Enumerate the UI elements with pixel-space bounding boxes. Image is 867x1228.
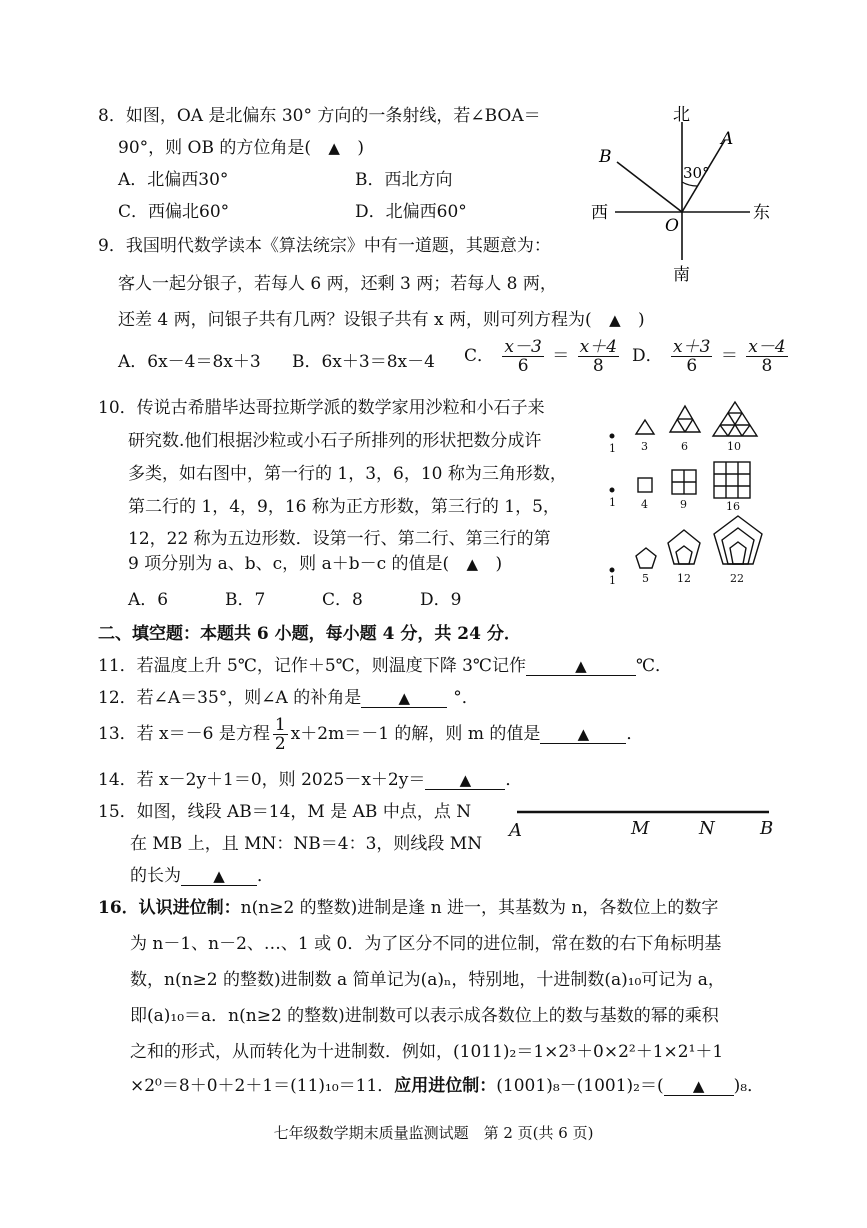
fig-row1-6: 6 — [681, 440, 688, 453]
q16-line6 — [130, 1076, 764, 1096]
q8-option-d: D．北偏西60° — [355, 202, 467, 222]
q16-line1 — [98, 898, 718, 918]
answer-mark: ▲ — [328, 139, 340, 157]
q16-answer-blank[interactable] — [664, 1077, 734, 1096]
q8-option-a: A．北偏西30° — [118, 170, 229, 190]
q14-answer-blank[interactable] — [425, 771, 505, 790]
page-footer: 七年级数学期末质量监测试题 第 2 页(共 6 页) — [273, 1124, 594, 1142]
q11 — [98, 656, 672, 676]
fig-row1-3: 3 — [641, 440, 648, 453]
compass-south: 南 — [673, 265, 690, 285]
q9-paren-close: ) — [638, 310, 645, 330]
q9-option-d-label: D． — [632, 346, 663, 366]
q13 — [98, 716, 643, 753]
q16-title: 16．认识进位制： — [98, 898, 241, 918]
q12-stem: 12．若∠A＝35°，则∠A 的补角是 — [98, 688, 362, 708]
q15-line2: 在 MB 上，且 MN：NB＝4：3，则线段 MN — [130, 834, 483, 854]
q12-unit: °． — [453, 688, 479, 708]
q9-line1: 9．我国明代数学读本《算法统宗》中有一道题，其题意为： — [98, 236, 551, 256]
q16-line2: 为 n－1、n－2、…、1 或 0．为了区分不同的进位制，常在数的右下角标明基 — [130, 934, 722, 954]
fig-row2-9: 9 — [680, 498, 687, 511]
q15-end: ． — [257, 866, 274, 886]
q10-line6 — [128, 554, 502, 574]
q12 — [98, 688, 479, 708]
q10-stem: 9 项分别为 a、b、c，则 a＋b－c 的值是( — [128, 554, 450, 574]
q10-line4: 第二行的 1，4，9，16 称为正方形数，第三行的 1，5， — [128, 497, 560, 517]
q9-option-c-fraction-left: $\frac{x-3}{6}$ — [504, 337, 542, 376]
q14-stem: 14．若 x－2y＋1＝0，则 2025－x＋2y＝ — [98, 770, 426, 790]
q16-line3: 数，n(n≥2 的整数)进制数 a 简单记为(a)ₙ，特别地，十进制数(a)₁₀可记为 a， — [130, 970, 725, 990]
compass-diagram — [585, 100, 785, 290]
q15-line1: 15．如图，线段 AB＝14，M 是 AB 中点，点 N — [98, 802, 472, 822]
q9-option-c-label: C． — [464, 346, 495, 366]
q9-option-c-equals: ＝ — [552, 346, 570, 366]
q14 — [98, 770, 522, 790]
q9-stem: 还差 4 两，问银子共有几两？设银子共有 x 两，则可列方程为( — [118, 310, 592, 330]
q16-line1-text: n(n≥2 的整数)进制是逢 n 进一，其基数为 n，各数位上的数字 — [240, 898, 719, 918]
q14-end: ． — [505, 770, 523, 790]
q9-option-b: B．6x＋3＝8x－4 — [292, 352, 435, 372]
q10-line2: 研究数.他们根据沙粒或小石子所排列的形状把数分成许 — [128, 431, 542, 451]
q15-stem: 的长为 — [130, 866, 181, 886]
q13-stem-pre: 13．若 x＝－6 是方程 — [98, 724, 270, 744]
q10-line5: 12，22 称为五边形数．设第一行、第二行、第三行的第 — [128, 529, 551, 549]
compass-point-a: A — [721, 129, 734, 149]
q11-stem: 11．若温度上升 5℃，记作＋5℃，则温度下降 3℃记作 — [98, 656, 526, 676]
answer-mark: ▲ — [575, 657, 587, 675]
q9-line2: 客人一起分银子，若每人 6 两，还剩 3 两；若每人 8 两， — [118, 274, 557, 294]
q10-paren-close: ) — [495, 554, 503, 574]
q9-option-d — [632, 338, 791, 375]
q16-line5: 之和的形式，从而转化为十进制数．例如，(1011)₂＝1×2³＋0×2²＋1×2¹＋1 — [130, 1042, 724, 1062]
compass-north: 北 — [673, 105, 690, 125]
q15-line3 — [130, 866, 274, 886]
fig-row2-4: 4 — [641, 498, 648, 511]
q12-answer-blank[interactable] — [361, 689, 447, 708]
q13-answer-blank[interactable] — [540, 725, 626, 744]
q8-stem: 90°，则 OB 的方位角是( — [118, 138, 312, 158]
q16-line6-pre: ×2⁰＝8＋0＋2＋1＝(11)₁₀＝11． — [130, 1076, 395, 1096]
q9-option-d-fraction-left: $\frac{x+3}{6}$ — [673, 337, 711, 376]
fig-row3-12: 12 — [677, 572, 691, 585]
fig-row3-1: 1 — [609, 574, 616, 587]
q8-line2 — [118, 138, 364, 158]
fig-row3-22: 22 — [730, 572, 744, 585]
fig-row1-10: 10 — [727, 440, 741, 453]
compass-west: 西 — [591, 203, 608, 223]
section-2-heading: 二、填空题：本题共 6 小题，每小题 4 分，共 24 分． — [98, 624, 521, 644]
answer-mark: ▲ — [459, 771, 472, 789]
compass-east: 东 — [753, 203, 770, 223]
q10-option-b: B．7 — [225, 590, 266, 610]
q10-option-d: D．9 — [420, 590, 462, 610]
segment-diagram — [505, 800, 785, 846]
q9-option-c — [464, 338, 622, 375]
figurate-numbers-diagram — [600, 398, 790, 588]
compass-point-b: B — [599, 147, 612, 167]
q16-apply-label: 应用进位制： — [394, 1076, 497, 1096]
q8-paren-close: ) — [357, 138, 365, 158]
fig-row1-1: 1 — [609, 442, 616, 455]
answer-mark: ▲ — [213, 867, 225, 885]
q11-answer-blank[interactable] — [526, 657, 636, 676]
q9-option-d-equals: ＝ — [720, 346, 738, 366]
q9-option-a: A．6x－4＝8x＋3 — [118, 352, 261, 372]
q8-option-c: C．西偏北60° — [118, 202, 230, 222]
segment-label-m: M — [631, 818, 650, 839]
q16-line4: 即(a)₁₀＝a．n(n≥2 的整数)进制数可以表示成各数位上的数与基数的幂的乘积 — [130, 1006, 719, 1026]
q9-option-d-fraction-right: $\frac{x-4}{8}$ — [748, 337, 786, 376]
q9-option-c-fraction-right: $\frac{x+4}{8}$ — [579, 337, 618, 376]
answer-mark: ▲ — [609, 311, 621, 329]
q10-option-a: A．6 — [128, 590, 169, 610]
q9-line3 — [118, 310, 645, 330]
fig-row2-16: 16 — [726, 500, 740, 513]
fig-row3-5: 5 — [642, 572, 649, 585]
answer-mark: ▲ — [577, 725, 590, 743]
q13-fraction: $\frac{1}{2}$ — [274, 715, 286, 754]
segment-label-b: B — [760, 818, 774, 839]
answer-mark: ▲ — [466, 555, 479, 573]
q10-line3: 多类，如右图中，第一行的 1，3，6，10 称为三角形数， — [128, 464, 567, 484]
answer-mark: ▲ — [692, 1077, 705, 1095]
answer-mark: ▲ — [398, 689, 410, 707]
compass-angle-label: 30° — [683, 164, 710, 182]
q11-unit: ℃． — [635, 656, 672, 676]
compass-point-o: O — [665, 216, 679, 236]
q10-option-c: C．8 — [322, 590, 363, 610]
q13-stem-post: x＋2m＝－1 的解，则 m 的值是 — [290, 724, 541, 744]
segment-label-a: A — [509, 820, 522, 841]
segment-label-n: N — [699, 818, 715, 839]
q8-line1: 8．如图，OA 是北偏东 30° 方向的一条射线，若∠BOA＝ — [98, 106, 541, 126]
q13-end: ． — [626, 724, 644, 744]
q15-answer-blank[interactable] — [181, 867, 257, 886]
q8-option-b: B．西北方向 — [355, 170, 453, 190]
fig-row2-1: 1 — [609, 496, 616, 509]
q16-line6-end: )₈． — [733, 1076, 765, 1096]
q16-line6-post: (1001)₈－(1001)₂＝( — [496, 1076, 664, 1096]
q10-line1: 10．传说古希腊毕达哥拉斯学派的数学家用沙粒和小石子来 — [98, 398, 545, 418]
